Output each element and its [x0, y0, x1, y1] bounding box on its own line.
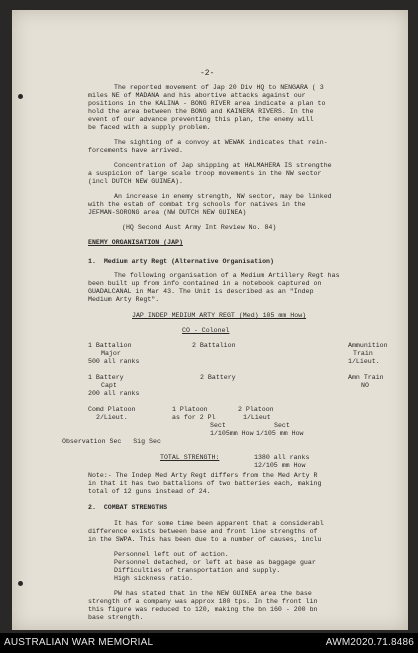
- punch-hole: [18, 581, 23, 586]
- item2-heading: 2. COMBAT STRENGTHS: [88, 504, 168, 511]
- org-co: CO - Colonel: [182, 327, 230, 334]
- cause-line: Difficulties of transportation and supply.: [114, 567, 281, 574]
- para3-line: Concentration of Jap shipping at HALMAHERA IS strengthe: [114, 162, 332, 169]
- document-page: [12, 10, 408, 630]
- org-cell: 1/105mm How: [210, 430, 254, 437]
- org-cell: NO: [361, 382, 369, 389]
- org-cell: 2 Battery: [200, 374, 236, 381]
- org-cell: Comd Platoon: [88, 406, 136, 413]
- punch-hole: [18, 94, 23, 99]
- footer-accession-number: AWM2020.71.8486: [325, 637, 414, 648]
- para1-line: miles NE of MADANA and his abortive attacks against our: [88, 92, 306, 99]
- para3-line: a suspicion of large scale troop movements in the NW sector: [88, 170, 322, 177]
- org-cell: Sect: [210, 422, 226, 429]
- observation-line: Observation Sec Sig Sec: [62, 438, 161, 445]
- org-cell: 1/Lieut: [243, 414, 271, 421]
- org-cell: 1 Battery: [88, 374, 124, 381]
- para4-line: JEFMAN-SORONG area (NW DUTCH NEW GUINEA): [88, 209, 247, 216]
- org-cell: 200 all ranks: [88, 390, 140, 397]
- org-cell: 500 all ranks: [88, 358, 140, 365]
- para4-line: with the estab of combat trg schools for natives in the: [88, 201, 306, 208]
- cause-line: Personnel left out of action.: [114, 551, 229, 558]
- org-cell: 1/Lieut.: [348, 358, 380, 365]
- item2-para-line: It has for some time been apparent that a considerabl: [114, 520, 324, 527]
- note-line: Note:- The Indep Med Arty Regt differs from the Med Arty R: [88, 472, 318, 479]
- para1-line: event of our advance preventing this plan, the enemy will: [88, 116, 314, 123]
- footer-credit: AUSTRALIAN WAR MEMORIAL: [4, 637, 154, 648]
- para1-line: hold the area between the BONG and KAINERA RIVERS. In the: [88, 108, 314, 115]
- item1-para-line: Medium Arty Regt".: [88, 296, 160, 303]
- para1-line: positions in the KALINA - BONG RIVER area indicate a plan to: [88, 100, 326, 107]
- org-cell: 2 Battalion: [192, 342, 236, 349]
- page-number: -2-: [200, 69, 215, 78]
- source-reference: (HQ Second Aust Army Int Review No. 84): [122, 224, 277, 231]
- item2-para2-line: base strength.: [88, 614, 144, 621]
- note-line: in that it has two battalions of two batteries each, making: [88, 480, 322, 487]
- total-label: TOTAL STRENGTH:: [160, 454, 220, 461]
- item2-para-line: in the SWPA. This has been due to a number of causes, inclu: [88, 536, 322, 543]
- org-cell: Ammunition: [348, 342, 388, 349]
- org-cell: 1 Battalion: [88, 342, 132, 349]
- org-cell: as for 2 Pl: [172, 414, 216, 421]
- para3-line: (incl DUTCH NEW GUINEA).: [88, 178, 183, 185]
- org-cell: Train: [353, 350, 373, 357]
- cause-line: Personnel detached, or left at base as baggage guar: [114, 559, 316, 566]
- org-cell: Amn Train: [348, 374, 384, 381]
- item1-heading: 1. Medium arty Regt (Alternative Organisation): [88, 258, 274, 265]
- item1-para-line: The following organisation of a Medium Artillery Regt has: [114, 272, 340, 279]
- section-heading: ENEMY ORGANISATION (JAP): [88, 239, 183, 246]
- para2-line: The sighting of a convoy at WEWAK indicates that rein-: [114, 139, 328, 146]
- note-line: total of 12 guns instead of 24.: [88, 488, 211, 495]
- total-value: 1380 all ranks: [254, 454, 310, 461]
- item2-para-line: difference exists between base and front line strengths of: [88, 528, 318, 535]
- org-cell: Sect: [274, 422, 290, 429]
- item2-para2-line: strength of a company was approx 180 tps. In the front lin: [88, 598, 318, 605]
- item1-para-line: GUADALCANAL in Mar 43. The Unit is described as an "Indep: [88, 288, 314, 295]
- org-title: JAP INDEP MEDIUM ARTY REGT (Med) 105 mm How): [132, 312, 307, 319]
- para2-line: forcements have arrived.: [88, 147, 183, 154]
- org-cell: 1 Platoon: [172, 406, 208, 413]
- org-cell: 2/Lieut.: [96, 414, 128, 421]
- item2-para2-line: PW has stated that in the NEW GUINEA area the base: [114, 590, 312, 597]
- org-cell: 1/105 mm How: [256, 430, 304, 437]
- footer-bar: [0, 633, 418, 653]
- para1-line: The reported movement of Jap 20 Div HQ to NENGARA ( 3: [114, 84, 324, 91]
- cause-line: High sickness ratio.: [114, 575, 194, 582]
- para1-line: be faced with a supply problem.: [88, 124, 211, 131]
- item2-para2-line: this figure was reduced to 120, making the bn 160 - 200 bn: [88, 606, 318, 613]
- org-cell: Major: [101, 350, 121, 357]
- org-cell: 2 Platoon: [238, 406, 274, 413]
- para4-line: An increase in enemy strength, NW sector, may be linked: [114, 193, 332, 200]
- total-value: 12/105 mm How: [254, 462, 306, 469]
- org-cell: Capt: [101, 382, 117, 389]
- item1-para-line: been built up from info contained in a notebook captured on: [88, 280, 322, 287]
